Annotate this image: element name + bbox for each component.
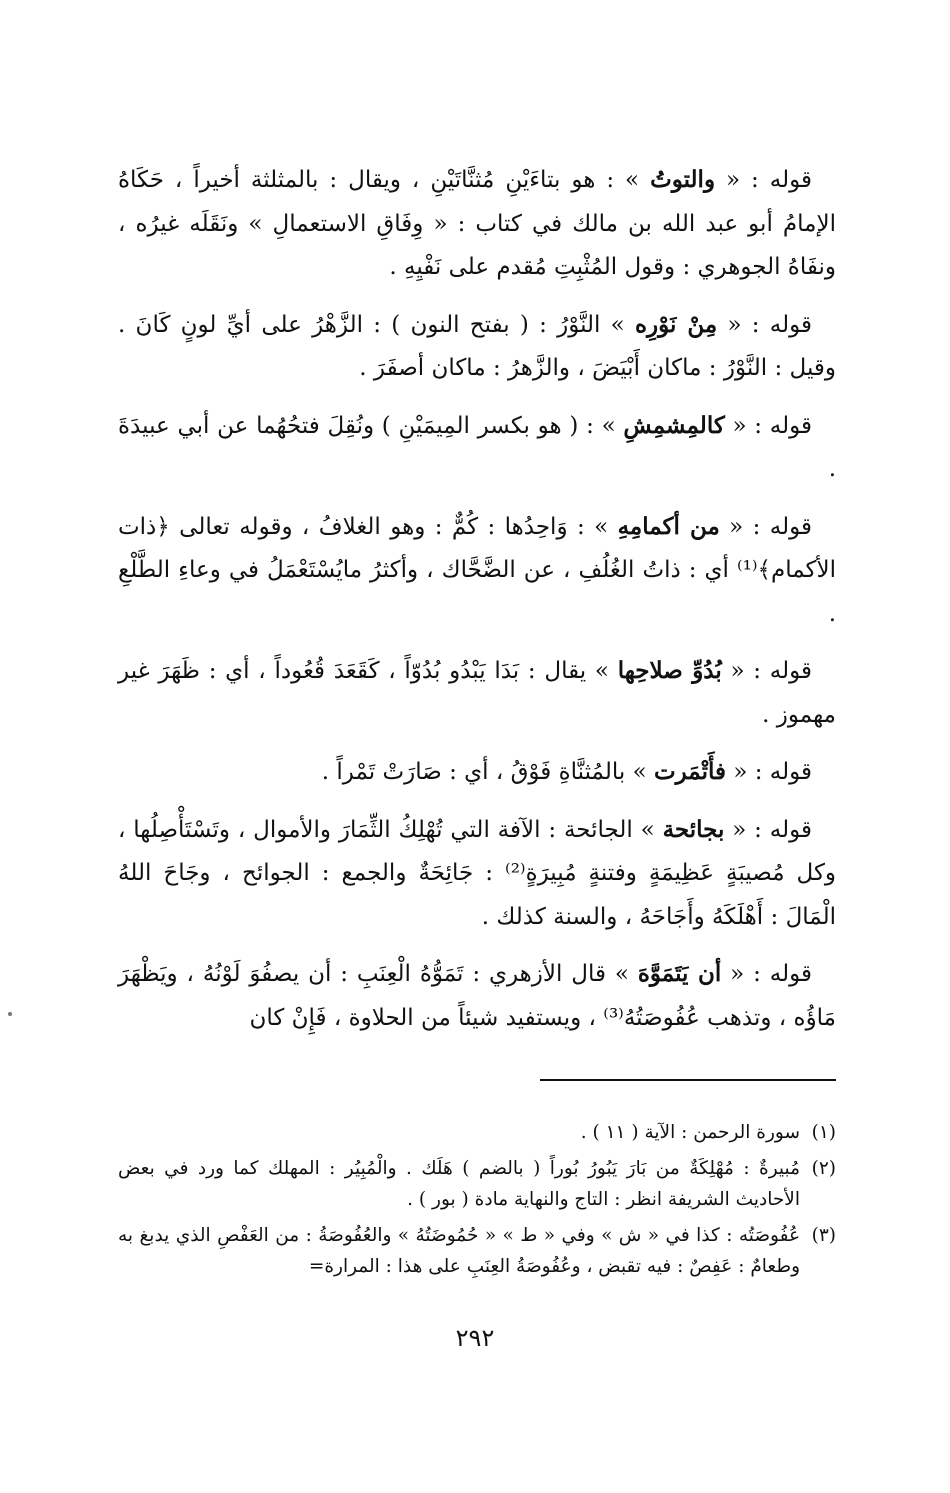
- paragraph: [118, 649, 836, 737]
- footnote-text: سورة الرحمن : الآية ( ١١ ) .: [580, 1122, 800, 1143]
- footnotes: [118, 1117, 836, 1287]
- paragraph-keyword: والتوتُ: [650, 166, 716, 193]
- footnote-number: (١): [811, 1122, 836, 1143]
- paragraph-lead: قوله : «: [726, 759, 812, 785]
- footnote-number: (٢): [811, 1158, 836, 1179]
- footnote-text: مُبيرةٌ : مُهْلِكَةٌ من بَارَ يَبُورُ بُوراً ( بالضم ) هَلَك . والْمُبِيُر : المهلك كما ورد في بعض الأحاديث الشريفة انظر : التاج والنهاية مادة ( بور ) .: [118, 1158, 800, 1210]
- footnote-text: عُفُوصَتُه : كذا في « ش » وفي « ط » « حُمُوضَتُهُ » والعُفُوصَةُ : من العَفْصِ الذي يدبغ به وطعامٌ : عَفِصٌ : فيه تقبض ، وعُفُوصَةُ العِنَبِ على هذا : المرارة=: [118, 1225, 800, 1277]
- footnote-number: (٣): [811, 1225, 836, 1246]
- page-number: ٢٩٢: [455, 1324, 495, 1352]
- paragraph-keyword: من أكمامِهِ: [617, 512, 720, 540]
- footnote: [118, 1153, 836, 1215]
- paragraph-body: » الجائحة : الآفة التي تُهْلِكُ الثِّمَارَ والأموال ، وتَسْتَأْصِلُها ، وكل مُصيبَةٍ عَظِيمَةٍ وفتنةٍ مُبِيرَةٍ⁽²⁾ : جَائِحَةٌ والجمع : الجوائح ، وجَاحَ اللهُ الْمَالَ : أَهْلَكَهُ وأَجَاحَهُ ، والسنة كذلك .: [118, 816, 836, 930]
- paragraph-body: » بالمُثنَّاةِ فَوْقُ ، أي : صَارَتْ تَمْراً .: [321, 759, 654, 785]
- paragraph-keyword: بجائحة: [662, 815, 725, 843]
- paragraph-lead: قوله : «: [724, 816, 812, 843]
- paragraph-keyword: أن يَتَمَوَّهَ: [637, 960, 722, 987]
- paragraph-lead: قوله : «: [721, 658, 812, 684]
- paragraph: [118, 952, 836, 1040]
- paragraph-keyword: كالمِشمِشِ: [623, 411, 725, 439]
- paragraph: [118, 404, 836, 492]
- paragraph-keyword: مِنْ نَوْرِه: [634, 310, 718, 338]
- paragraph: [118, 158, 836, 290]
- paragraph: [118, 750, 836, 795]
- paragraph-lead: قوله : «: [719, 513, 812, 540]
- main-text: [118, 158, 836, 1053]
- footnote: [118, 1117, 836, 1148]
- paragraph-body: » : ( هو بكسر المِيمَيْنِ ) ونُقِلَ فتحُهُما عن أبي عبيدَةَ .: [118, 412, 836, 482]
- footnote: [118, 1220, 836, 1282]
- paragraph: [118, 303, 836, 391]
- paragraph-body: » : هو بتاءَيْنِ مُثنَّاتَيْنِ ، ويقال : بالمثلثة أخيراً ، حَكَاهُ الإمامُ أبو عبد الله بن مالك في كتاب : « وِفَاقِ الاستعمالِ » ونَقَلَه غيرُه ، ونفَاهُ الجوهري : وقول المُثْبِتِ مُقدم على نَفْيِهِ .: [118, 167, 836, 280]
- paragraph-keyword: بُدُوِّ صلاحِها: [617, 657, 722, 684]
- paragraph-lead: قوله : «: [715, 167, 812, 193]
- paragraph: [118, 505, 836, 637]
- footnote-divider: [540, 1079, 836, 1081]
- paragraph-lead: قوله : «: [724, 412, 812, 439]
- paragraph-lead: قوله : «: [717, 311, 812, 338]
- paragraph-body: » قال الأزهري : تَمَوُّهُ الْعِنَبِ : أن يصفُوَ لَوْنُهُ ، ويَظْهَرَ مَاؤُه ، وتذهب عُفُوصَتُهُ⁽³⁾ ، ويستفيد شيئاً من الحلاوة ، فَإِنْ كان: [118, 961, 836, 1031]
- paragraph: [118, 808, 836, 940]
- paragraph-body: » النَّوْرُ : ( بفتح النون ) : الزَّهْرُ على أيِّ لونٍ كَانَ . وقيل : النَّوْرُ : ماكان أَبْيَضَ ، والزَّهرُ : ماكان أصفَرَ .: [118, 311, 836, 381]
- paragraph-keyword: فأَتْمَرت: [653, 758, 727, 785]
- paragraph-lead: قوله : «: [721, 961, 812, 987]
- paragraph-body: » : وَاحِدُها : كُمٌّ : وهو الغلافُ ، وقوله تعالى ﴿ذات الأكمام﴾⁽¹⁾ أي : ذاتُ الغُلُفِ ، عن الضَّحَّاك ، وأكثرُ مايُسْتَعْمَلُ في وعاءِ الطَّلْعِ .: [118, 513, 836, 627]
- margin-speck: [8, 1012, 12, 1016]
- paragraph-body: » يقال : بَدَا يَبْدُو بُدُوّاً ، كَقَعَدَ قُعُوداً ، أي : ظَهَرَ غير مهموز .: [118, 658, 836, 728]
